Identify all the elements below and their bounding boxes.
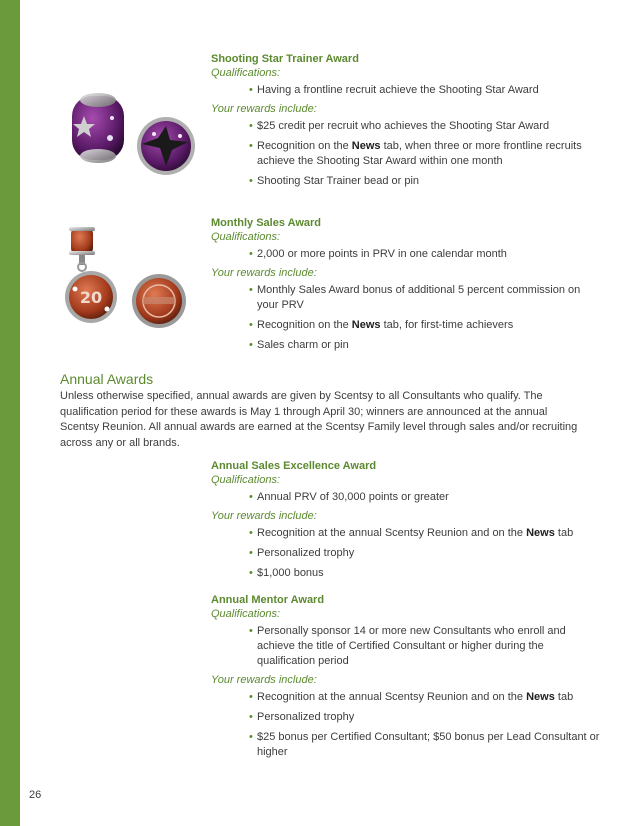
award-annual-sales-excellence [211, 459, 601, 581]
qualifications-label: Qualifications: [211, 67, 281, 79]
reward-item: • Recognition at the annual Scentsy Reunion and on the News tab [249, 690, 601, 705]
news-tab-label: News [526, 527, 555, 539]
reward-item: • Recognition at the annual Scentsy Reunion and on the News tab [249, 526, 601, 541]
qualification-item: • Personally sponsor 14 or more new Consultants who enroll and achieve the title of Certified Consultant or higher during the qualification period [249, 624, 601, 669]
section-intro-paragraph: Unless otherwise specified, annual awards are given by Scentsy to all Consultants who qualify. The qualification period for these awards is May 1 through April 30; winners are announced at the annual Scentsy Reunion. All annual awards are earned at the Scentsy Family level through sales and/or recruiting across any or all brands. [60, 390, 578, 449]
award-shooting-star-trainer [211, 52, 601, 189]
reward-item: • Sales charm or pin [249, 338, 601, 353]
reward-item: • $1,000 bonus [249, 566, 601, 581]
news-tab-label: News [351, 319, 381, 331]
qualification-item: • 2,000 or more points in PRV in one calendar month [249, 247, 601, 262]
qualifications-label: Qualifications: [211, 474, 281, 486]
rewards-label: Your rewards include: [211, 267, 317, 279]
shooting-star-charm-image [68, 88, 198, 178]
reward-item: • Recognition on the News tab, for first-time achievers [249, 318, 601, 333]
news-tab-label: News [526, 691, 555, 703]
left-accent-bar [0, 0, 20, 826]
news-tab-label: News [351, 140, 381, 152]
qualification-item: • Having a frontline recruit achieve the Shooting Star Award [249, 83, 601, 98]
svg-text:20: 20 [79, 288, 103, 307]
qualifications-label: Qualifications: [211, 231, 281, 243]
page-number: 26 [29, 789, 42, 801]
reward-item: • $25 credit per recruit who achieves the Shooting Star Award [249, 119, 601, 134]
award-title: Annual Sales Excellence Award [211, 460, 377, 472]
rewards-label: Your rewards include: [211, 510, 317, 522]
reward-item: • Recognition on the News tab, when three or more frontline recruits achieve the Shooting Star Award within one month [249, 139, 601, 169]
rewards-label: Your rewards include: [211, 103, 317, 115]
award-title: Monthly Sales Award [211, 217, 322, 229]
qualifications-label: Qualifications: [211, 608, 281, 620]
qualification-item: • Annual PRV of 30,000 points or greater [249, 490, 601, 505]
award-title: Annual Mentor Award [211, 594, 325, 606]
award-monthly-sales [211, 216, 601, 353]
section-title-annual-awards: Annual Awards [60, 371, 154, 387]
reward-item: • $25 bonus per Certified Consultant; $50 bonus per Lead Consultant or higher [249, 730, 601, 760]
monthly-sales-charm-image [63, 225, 193, 335]
rewards-label: Your rewards include: [211, 674, 317, 686]
reward-item: • Personalized trophy [249, 710, 601, 725]
award-title: Shooting Star Trainer Award [211, 53, 359, 65]
reward-item: • Monthly Sales Award bonus of additional 5 percent commission on your PRV [249, 283, 601, 313]
reward-item: • Shooting Star Trainer bead or pin [249, 174, 601, 189]
reward-item: • Personalized trophy [249, 546, 601, 561]
award-annual-mentor [211, 593, 601, 760]
